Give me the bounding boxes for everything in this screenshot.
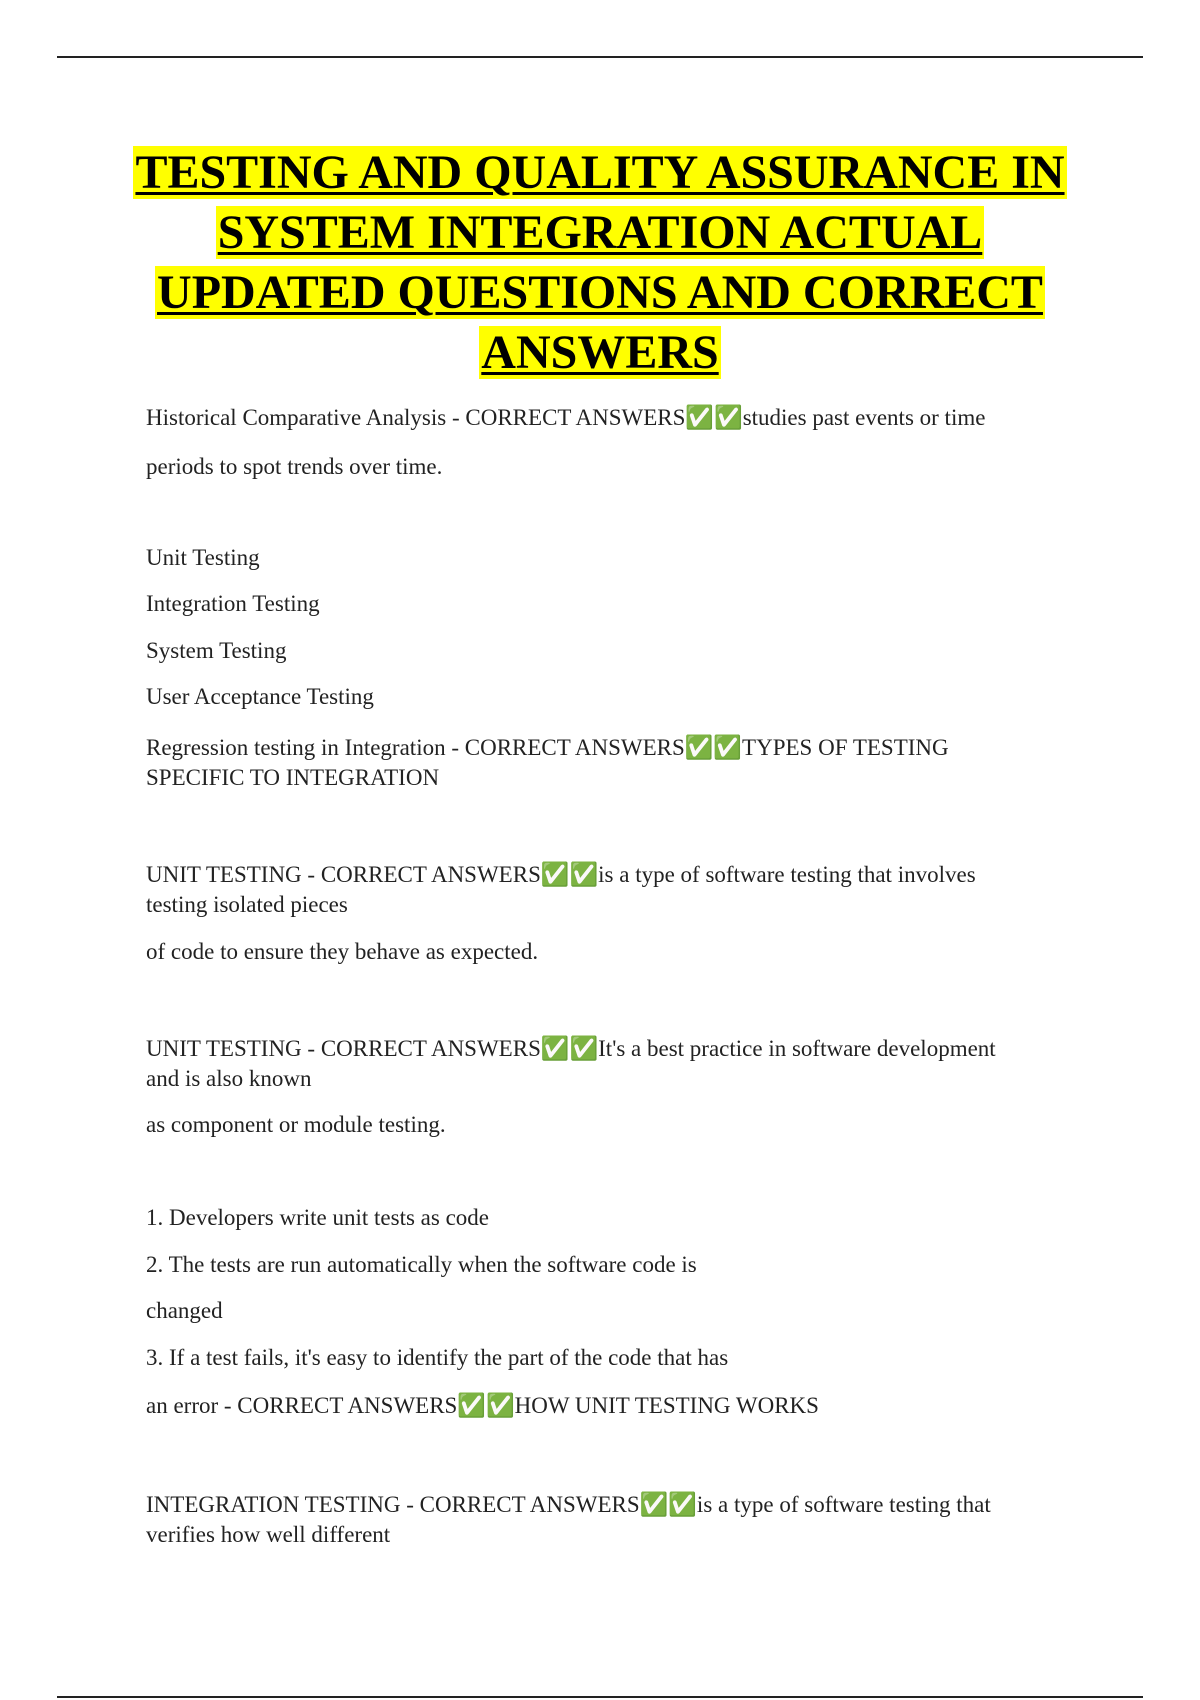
body-line: SPECIFIC TO INTEGRATION <box>146 765 440 790</box>
body-line: INTEGRATION TESTING - CORRECT ANSWERS✅✅is a type of software testing that <box>146 1492 991 1517</box>
body-line: testing isolated pieces <box>146 892 348 917</box>
body-line: as component or module testing. <box>146 1112 446 1137</box>
document-title <box>130 143 1070 383</box>
list-item: changed <box>146 1298 223 1323</box>
list-item: 1. Developers write unit tests as code <box>146 1205 489 1230</box>
body-line: and is also known <box>146 1066 312 1091</box>
document-title-text: TESTING AND QUALITY ASSURANCE IN SYSTEM INTEGRATION ACTUAL UPDATED QUESTIONS AND CORRECT ANSWERS <box>135 146 1065 379</box>
body-line: of code to ensure they behave as expected. <box>146 939 539 964</box>
header-rule <box>57 56 1143 58</box>
list-item: User Acceptance Testing <box>146 684 374 709</box>
body-line: periods to spot trends over time. <box>146 454 443 479</box>
footer-rule <box>57 1696 1143 1698</box>
list-item: 3. If a test fails, it's easy to identify the part of the code that has <box>146 1345 729 1370</box>
list-item: Unit Testing <box>146 545 260 570</box>
list-item: 2. The tests are run automatically when the software code is <box>146 1252 697 1277</box>
body-line: Regression testing in Integration - CORRECT ANSWERS✅✅TYPES OF TESTING <box>146 735 949 760</box>
list-item: System Testing <box>146 638 287 663</box>
body-line: verifies how well different <box>146 1522 391 1547</box>
body-line: an error - CORRECT ANSWERS✅✅HOW UNIT TESTING WORKS <box>146 1393 819 1418</box>
body-line: UNIT TESTING - CORRECT ANSWERS✅✅It's a best practice in software development <box>146 1036 996 1061</box>
body-line: Historical Comparative Analysis - CORRECT ANSWERS✅✅studies past events or time <box>146 405 986 430</box>
list-item: Integration Testing <box>146 591 320 616</box>
body-line: UNIT TESTING - CORRECT ANSWERS✅✅is a type of software testing that involves <box>146 862 976 887</box>
